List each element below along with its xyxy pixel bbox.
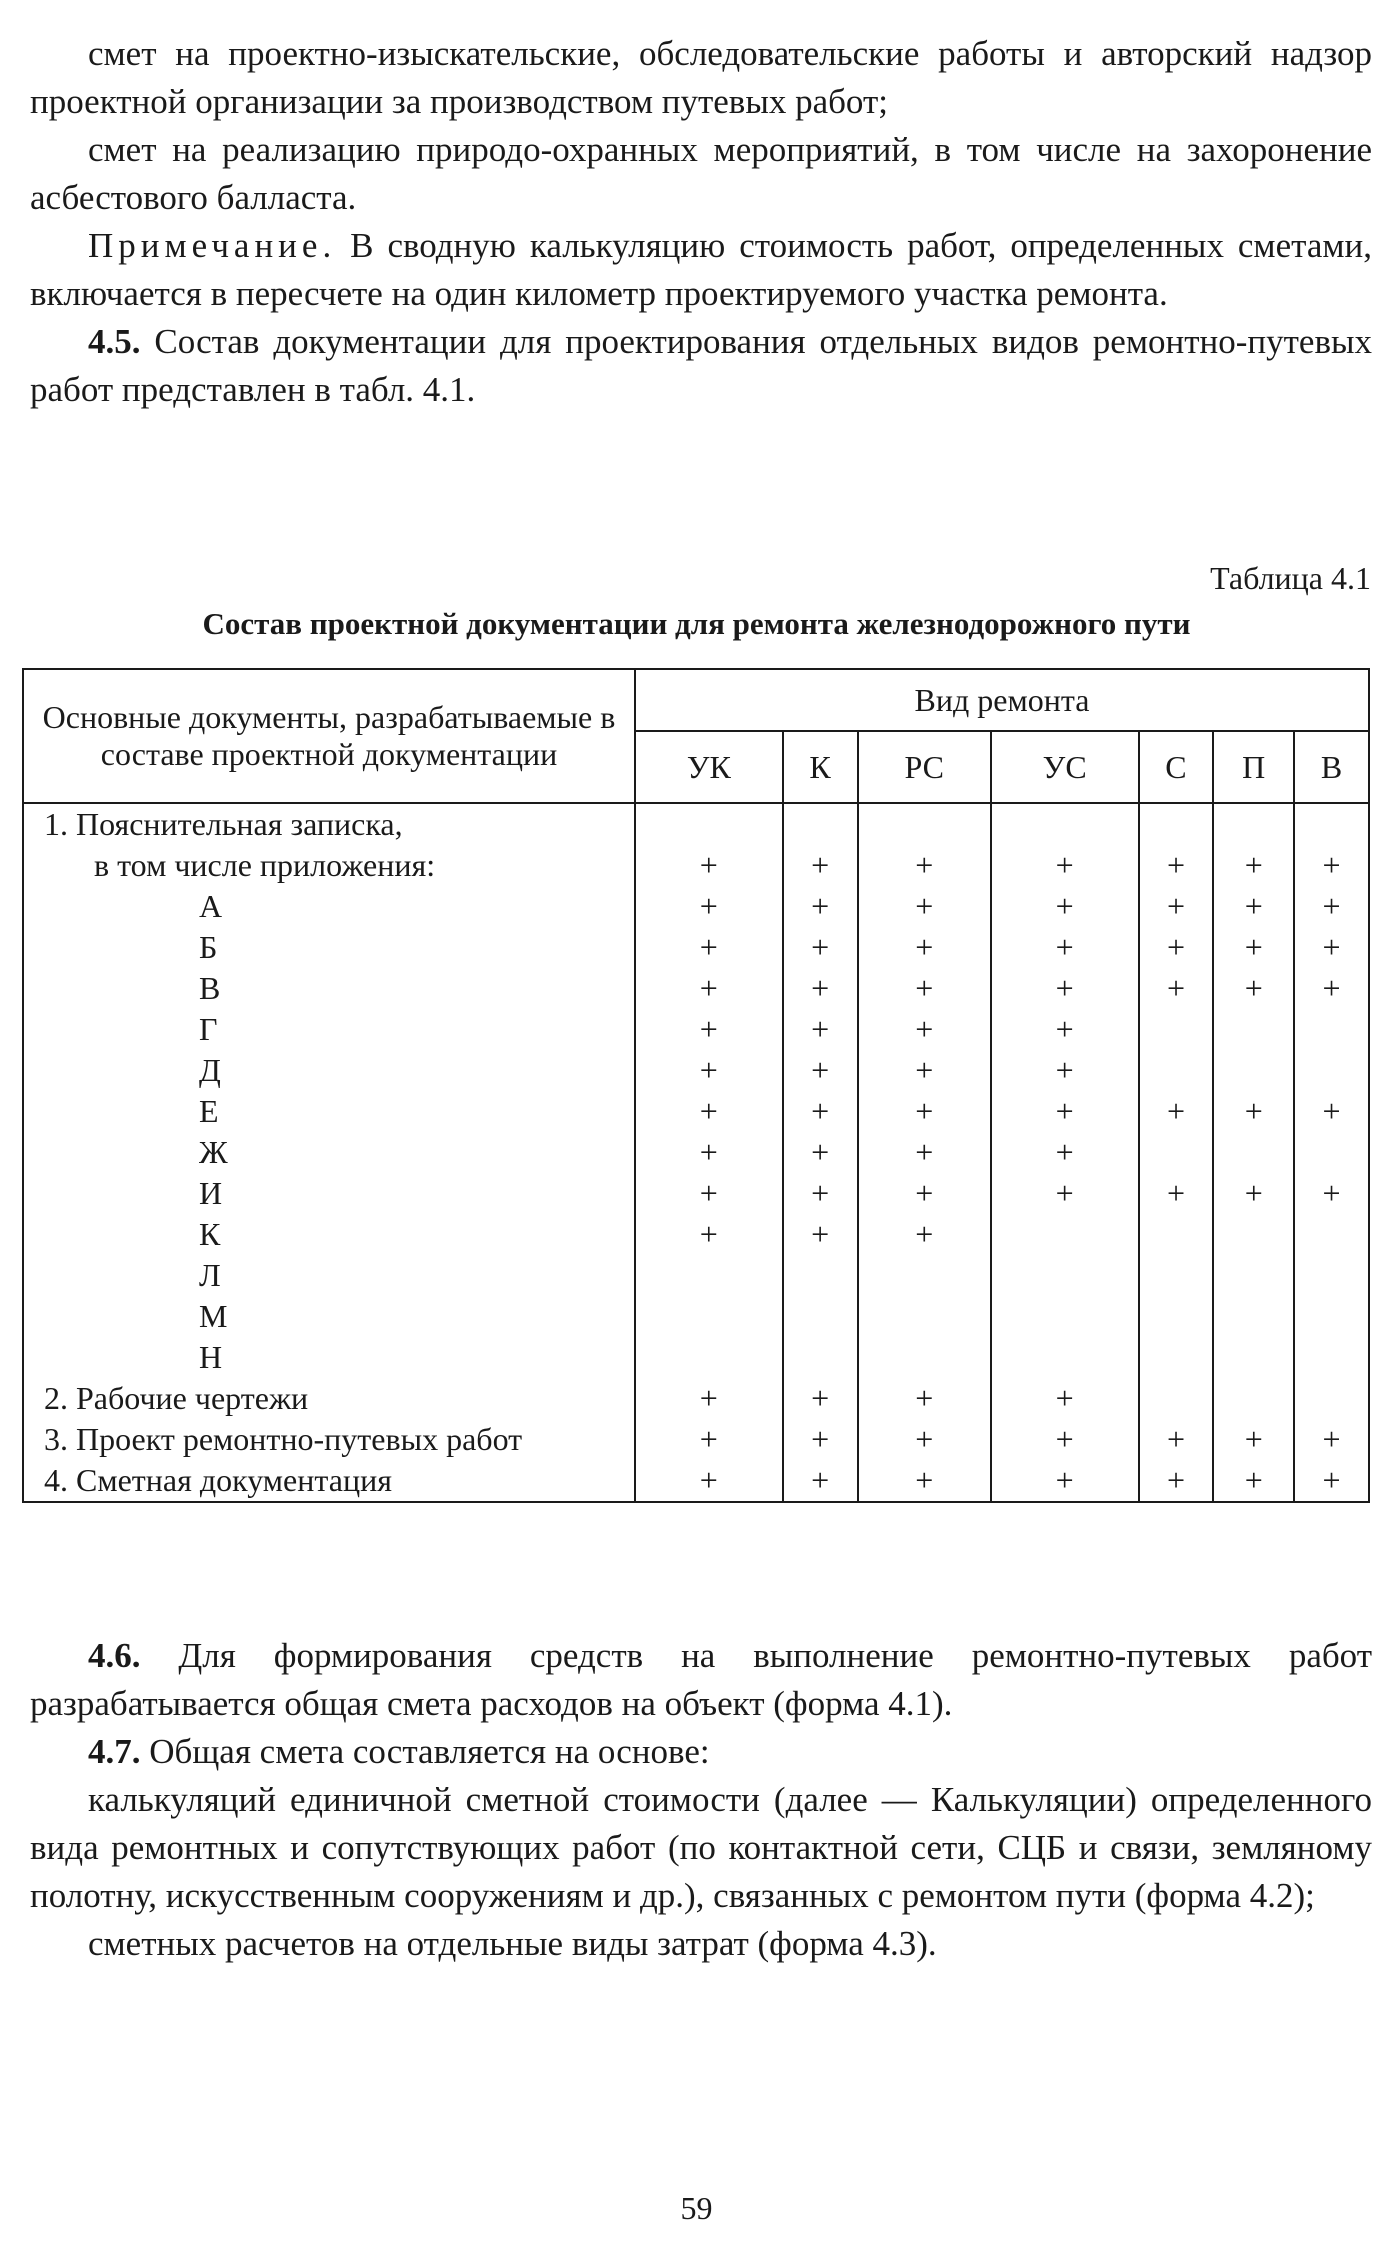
repair-mark: + <box>1244 1421 1263 1457</box>
repair-mark: + <box>915 970 934 1006</box>
repair-mark: + <box>1244 929 1263 965</box>
repair-mark: + <box>915 1216 934 1252</box>
paragraph-estimates-environment <box>30 126 1372 222</box>
repair-mark: + <box>915 1093 934 1129</box>
table-caption: Состав проектной документации для ремонта железнодорожного пути <box>202 606 1191 641</box>
repair-mark: + <box>915 929 934 965</box>
repair-mark <box>1140 1337 1213 1378</box>
document-row-name: 2. Рабочие чертежи <box>44 1380 309 1416</box>
repair-mark: + <box>1244 847 1263 883</box>
paragraph-text: смет на проектно-изыскательские, обследовательские работы и авторский надзор проектной организации за производством путевых работ; <box>30 34 1372 121</box>
repair-mark: + <box>915 1134 934 1170</box>
repair-mark <box>992 804 1138 845</box>
repair-mark <box>784 1296 857 1337</box>
repair-mark: + <box>699 1093 718 1129</box>
repair-mark <box>1140 1378 1213 1419</box>
repair-mark <box>1295 1296 1368 1337</box>
document-row-name: А <box>199 888 223 924</box>
repair-mark-column <box>1139 803 1214 1502</box>
repair-mark: + <box>699 929 718 965</box>
repair-mark: + <box>1055 1380 1074 1416</box>
paragraph-4-7 <box>30 1728 1372 1776</box>
bottom-text-block <box>30 1632 1372 1968</box>
document-row-name: К <box>199 1216 221 1252</box>
repair-mark: + <box>699 1175 718 1211</box>
repair-mark <box>992 1296 1138 1337</box>
repair-mark <box>1214 1214 1293 1255</box>
page-number: 59 <box>680 2190 713 2226</box>
repair-mark <box>784 1255 857 1296</box>
repair-mark: + <box>1166 888 1185 924</box>
repair-mark: + <box>1166 1093 1185 1129</box>
repair-mark <box>1214 804 1293 845</box>
document-row-name: 4. Сметная документация <box>44 1462 392 1498</box>
section-number: 4.6. <box>88 1636 141 1675</box>
column-header: В <box>1294 731 1369 803</box>
document-row-name: в том числе приложения: <box>94 847 436 883</box>
repair-mark <box>1214 1255 1293 1296</box>
repair-mark: + <box>1244 1175 1263 1211</box>
repair-mark <box>1295 1378 1368 1419</box>
repair-mark: + <box>1055 1011 1074 1047</box>
repair-mark <box>859 804 990 845</box>
table-label: Таблица 4.1 <box>1210 560 1371 596</box>
repair-mark: + <box>915 1175 934 1211</box>
repair-mark <box>636 1255 782 1296</box>
repair-mark: + <box>915 1421 934 1457</box>
repair-mark: + <box>699 1134 718 1170</box>
repair-mark: + <box>699 1011 718 1047</box>
repair-mark <box>992 1337 1138 1378</box>
column-header: С <box>1139 731 1214 803</box>
section-number: 4.5. <box>88 322 141 361</box>
column-header: УК <box>635 731 783 803</box>
repair-mark: + <box>811 1052 830 1088</box>
paragraph-text: сметных расчетов на отдельные виды затрат (форма 4.3). <box>88 1924 937 1963</box>
document-row-name: Д <box>199 1052 221 1088</box>
repair-type-header: Вид ремонта <box>635 669 1369 731</box>
repair-mark: + <box>1244 970 1263 1006</box>
repair-mark-column <box>991 803 1139 1502</box>
repair-mark <box>636 804 782 845</box>
paragraph-4-6 <box>30 1632 1372 1728</box>
document-names-cell <box>23 803 635 1502</box>
paragraph-4-5 <box>30 318 1372 414</box>
repair-mark <box>1214 1337 1293 1378</box>
repair-mark-column <box>635 803 783 1502</box>
paragraph-text: В сводную калькуляцию стоимость работ, определенных сметами, включается в пересчете на один километр проектируемого участка ремонта. <box>30 226 1372 313</box>
repair-mark: + <box>1322 970 1341 1006</box>
document-row-name: Б <box>199 929 218 965</box>
repair-mark: + <box>1055 1093 1074 1129</box>
repair-mark: + <box>811 1380 830 1416</box>
repair-mark <box>1295 1337 1368 1378</box>
repair-mark: + <box>1322 929 1341 965</box>
repair-mark: + <box>915 1380 934 1416</box>
repair-mark <box>636 1296 782 1337</box>
repair-mark <box>1140 1009 1213 1050</box>
repair-mark <box>636 1337 782 1378</box>
repair-mark: + <box>699 847 718 883</box>
repair-mark: + <box>1055 929 1074 965</box>
repair-mark: + <box>699 888 718 924</box>
repair-mark <box>859 1337 990 1378</box>
documents-column-header: Основные документы, разрабатываемые в составе проектной документации <box>23 669 635 803</box>
repair-mark: + <box>1055 1175 1074 1211</box>
repair-mark <box>1295 1255 1368 1296</box>
section-number: 4.7. <box>88 1732 141 1771</box>
document-row-name: Л <box>199 1257 221 1293</box>
repair-mark <box>859 1296 990 1337</box>
repair-mark <box>1214 1132 1293 1173</box>
table-body-row <box>23 803 1369 1502</box>
repair-mark <box>1140 804 1213 845</box>
repair-mark <box>1214 1009 1293 1050</box>
paragraph-estimates-survey <box>30 30 1372 126</box>
repair-mark: + <box>1055 970 1074 1006</box>
repair-mark <box>1140 1132 1213 1173</box>
repair-mark: + <box>1166 970 1185 1006</box>
repair-mark: + <box>699 1380 718 1416</box>
repair-mark: + <box>811 929 830 965</box>
document-row-name: 3. Проект ремонтно-путевых работ <box>44 1421 523 1457</box>
repair-mark: + <box>915 1052 934 1088</box>
column-header: П <box>1213 731 1294 803</box>
repair-mark: + <box>699 1216 718 1252</box>
repair-mark <box>1295 1050 1368 1091</box>
repair-mark: + <box>1322 1421 1341 1457</box>
repair-mark <box>1214 1296 1293 1337</box>
repair-mark <box>1140 1255 1213 1296</box>
repair-mark: + <box>1322 1093 1341 1129</box>
repair-mark: + <box>1055 1134 1074 1170</box>
paragraph-text: Состав документации для проектирования отдельных видов ремонтно-путевых работ представлен в табл. 4.1. <box>30 322 1372 409</box>
repair-mark-column <box>783 803 858 1502</box>
column-header: РС <box>858 731 991 803</box>
repair-mark: + <box>915 1011 934 1047</box>
paragraph-text: смет на реализацию природо-охранных мероприятий, в том числе на захоронение асбестового балласта. <box>30 130 1372 217</box>
repair-mark: + <box>1055 847 1074 883</box>
repair-mark: + <box>1244 1093 1263 1129</box>
paragraph-text: Общая смета составляется на основе: <box>140 1732 710 1771</box>
repair-mark: + <box>699 1421 718 1457</box>
repair-mark <box>1295 1214 1368 1255</box>
repair-mark: + <box>811 1421 830 1457</box>
repair-mark <box>1295 1009 1368 1050</box>
repair-mark: + <box>915 1462 934 1498</box>
repair-mark: + <box>1322 1462 1341 1498</box>
document-row-name: В <box>199 970 221 1006</box>
repair-mark: + <box>811 1462 830 1498</box>
documentation-table <box>22 668 1370 1503</box>
repair-mark-column <box>1294 803 1369 1502</box>
repair-mark: + <box>699 1052 718 1088</box>
repair-mark: + <box>811 1175 830 1211</box>
repair-mark-column <box>1213 803 1294 1502</box>
repair-mark: + <box>1322 1175 1341 1211</box>
paragraph-calculations <box>30 1776 1372 1920</box>
paragraph-text: Для формирования средств на выполнение ремонтно-путевых работ разрабатывается общая смета расходов на объект (форма 4.1). <box>30 1636 1372 1723</box>
repair-mark <box>1214 1378 1293 1419</box>
repair-mark <box>1295 1132 1368 1173</box>
paragraph-estimate-calculations <box>30 1920 1372 1968</box>
repair-mark: + <box>915 847 934 883</box>
repair-mark <box>784 1337 857 1378</box>
repair-mark <box>1214 1050 1293 1091</box>
repair-mark: + <box>1322 888 1341 924</box>
repair-mark: + <box>811 888 830 924</box>
top-text-block <box>30 30 1372 414</box>
repair-mark: + <box>915 888 934 924</box>
repair-mark-column <box>858 803 991 1502</box>
document-row-name: М <box>199 1298 228 1334</box>
repair-mark: + <box>1055 1421 1074 1457</box>
repair-mark <box>784 804 857 845</box>
repair-mark: + <box>699 970 718 1006</box>
document-row-name: Е <box>199 1093 219 1129</box>
repair-mark: + <box>1166 929 1185 965</box>
repair-mark <box>1140 1214 1213 1255</box>
repair-mark: + <box>1244 888 1263 924</box>
repair-mark: + <box>811 1093 830 1129</box>
repair-mark: + <box>811 1216 830 1252</box>
repair-mark <box>992 1255 1138 1296</box>
column-header: К <box>783 731 858 803</box>
repair-mark: + <box>699 1462 718 1498</box>
paragraph-note <box>30 222 1372 318</box>
repair-mark: + <box>1055 888 1074 924</box>
document-row-name: И <box>199 1175 223 1211</box>
repair-mark: + <box>1055 1462 1074 1498</box>
repair-mark: + <box>811 847 830 883</box>
repair-mark: + <box>1166 1462 1185 1498</box>
column-header: УС <box>991 731 1139 803</box>
repair-mark <box>1140 1050 1213 1091</box>
repair-mark: + <box>1055 1052 1074 1088</box>
repair-mark <box>1295 804 1368 845</box>
document-row-name: Ж <box>199 1134 228 1170</box>
document-row-name: Г <box>199 1011 218 1047</box>
repair-mark: + <box>811 1011 830 1047</box>
repair-mark: + <box>1166 847 1185 883</box>
repair-mark: + <box>1166 1175 1185 1211</box>
repair-mark: + <box>1322 847 1341 883</box>
repair-mark: + <box>1244 1462 1263 1498</box>
repair-mark <box>1140 1296 1213 1337</box>
repair-mark: + <box>811 1134 830 1170</box>
repair-mark <box>992 1214 1138 1255</box>
paragraph-text: калькуляций единичной сметной стоимости (далее — Калькуляции) определенного вида ремонтных и сопутствующих работ (по контактной сети, СЦБ и связи, земляному полотну, искусственным сооружениям и др.), связанных с ремонтом пути (форма 4.2); <box>30 1780 1372 1915</box>
repair-mark: + <box>811 970 830 1006</box>
document-row-name: Н <box>199 1339 223 1375</box>
document-row-name: 1. Пояснительная записка, <box>44 806 403 842</box>
repair-mark <box>859 1255 990 1296</box>
note-lead: Примечание. <box>88 226 337 265</box>
repair-mark: + <box>1166 1421 1185 1457</box>
